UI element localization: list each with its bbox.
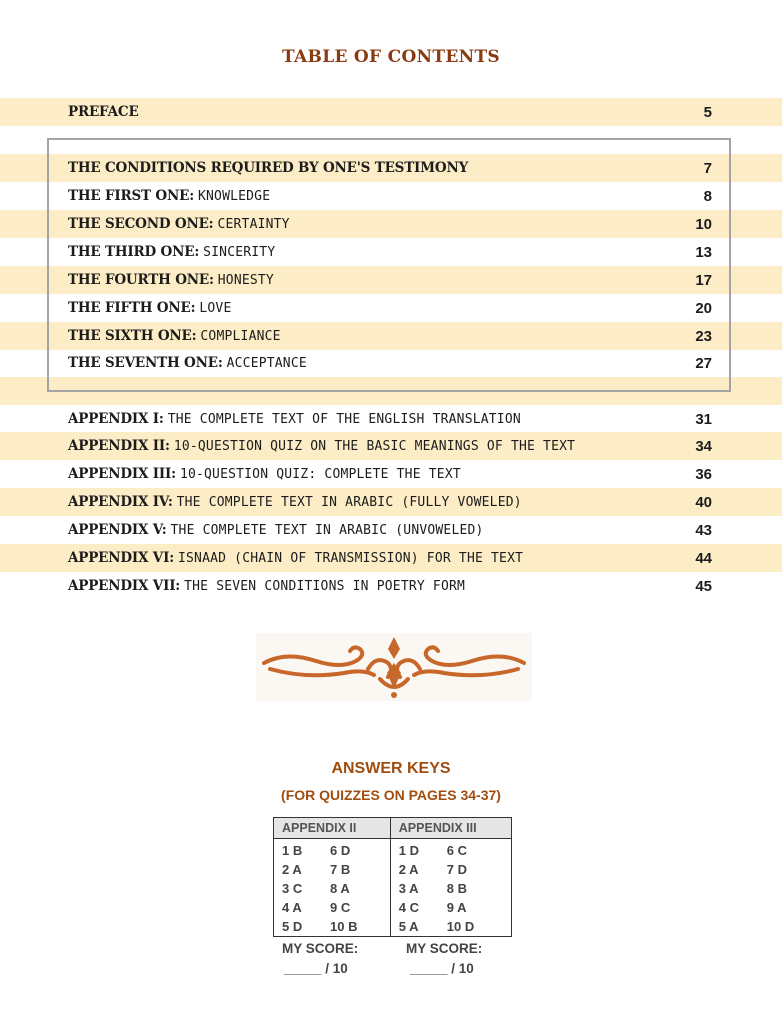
toc-page-number: 7 (703, 159, 712, 177)
toc-entry-title: THE COMPLETE TEXT IN ARABIC (UNVOWELED) (170, 522, 484, 538)
toc-entry-heading: APPENDIX VII: (68, 578, 181, 594)
answer-keys-title: ANSWER KEYS (331, 760, 451, 777)
answer-pair: 2 A 7 B (282, 862, 351, 877)
score-label-appendix-2: MY SCORE: (282, 941, 359, 956)
answer-pair: 1 D 6 C (398, 843, 468, 858)
appendix-2-answers (274, 839, 391, 938)
toc-entry-heading: APPENDIX III: (68, 466, 176, 482)
toc-entry-heading: THE SIXTH ONE: (68, 328, 197, 344)
toc-page-number: 27 (695, 354, 712, 372)
toc-entry-appendix-3[interactable] (68, 460, 712, 488)
toc-entry-appendix-1[interactable] (68, 405, 712, 433)
toc-entry-second[interactable] (68, 210, 712, 238)
toc-entry-title: THE SEVEN CONDITIONS IN POETRY FORM (184, 578, 466, 594)
toc-entry-heading: THE FIFTH ONE: (68, 300, 196, 316)
flourish-icon (256, 633, 532, 701)
toc-page-number: 34 (695, 437, 712, 455)
answer-pair: 4 A 9 C (282, 900, 351, 915)
toc-entry-heading: APPENDIX VI: (68, 550, 174, 566)
toc-entry-fourth[interactable] (68, 266, 712, 294)
toc-page-number: 20 (695, 299, 712, 317)
toc-entry-heading: THE SECOND ONE: (68, 216, 214, 232)
answer-pair: 2 A 7 D (398, 862, 468, 877)
appendix-2-header: APPENDIX II (274, 818, 391, 839)
toc-entry-title: THE COMPLETE TEXT OF THE ENGLISH TRANSLATION (167, 411, 521, 427)
toc-entry-title: THE COMPLETE TEXT IN ARABIC (FULLY VOWELED) (176, 494, 522, 510)
score-label-appendix-3: MY SCORE: (406, 941, 483, 956)
answer-pair: 5 D 10 B (274, 917, 390, 937)
toc-entry-heading: APPENDIX IV: (68, 494, 173, 510)
toc-entry-heading: THE FIRST ONE: (68, 188, 194, 204)
scroll-ornament-icon (256, 633, 532, 701)
appendix-3-header: APPENDIX III (390, 818, 511, 839)
score-blank-appendix-2[interactable]: _____ / 10 (284, 961, 348, 976)
appendix-3-answers (390, 839, 511, 938)
toc-entry-appendix-6[interactable] (68, 544, 712, 572)
toc-entry-appendix-2[interactable] (68, 432, 712, 460)
toc-entry-fifth[interactable] (68, 294, 712, 322)
toc-entry-title: COMPLIANCE (200, 328, 281, 344)
answer-keys-table (273, 817, 512, 937)
toc-entry-heading: THE CONDITIONS REQUIRED BY ONE'S TESTIMONY (68, 160, 469, 176)
answer-pair: 1 B 6 D (282, 843, 351, 858)
answer-pair: 5 A 10 D (391, 917, 511, 937)
toc-entry-title: 10-QUESTION QUIZ ON THE BASIC MEANINGS OF THE TEXT (173, 438, 576, 454)
toc-entry-title: HONESTY (217, 272, 274, 288)
answer-pair: 3 C 8 A (282, 881, 350, 896)
toc-page-number: 8 (703, 187, 712, 205)
toc-entry-first[interactable] (68, 182, 712, 210)
toc-entry-heading: THE SEVENTH ONE: (68, 355, 223, 371)
toc-entry-conditions[interactable] (68, 154, 712, 182)
toc-entry-heading: THE THIRD ONE: (68, 244, 200, 260)
toc-entry-preface[interactable] (68, 98, 712, 126)
toc-entry-title: SINCERITY (203, 244, 276, 260)
answer-keys-subtitle: (FOR QUIZZES ON PAGES 34-37) (281, 787, 501, 803)
toc-title: TABLE OF CONTENTS (282, 47, 500, 67)
toc-page-number: 17 (695, 271, 712, 289)
toc-page-number: 40 (695, 493, 712, 511)
toc-entry-heading: THE FOURTH ONE: (68, 272, 214, 288)
toc-page-number: 31 (695, 410, 712, 428)
toc-entry-heading: APPENDIX II: (68, 438, 170, 454)
toc-entry-appendix-4[interactable] (68, 488, 712, 516)
answer-pair: 3 A 8 B (398, 881, 468, 896)
toc-entry-title: KNOWLEDGE (197, 188, 271, 204)
score-blank-appendix-3[interactable]: _____ / 10 (410, 961, 474, 976)
toc-entry-title: ISNAAD (CHAIN OF TRANSMISSION) FOR THE TEXT (177, 550, 524, 566)
toc-entry-heading: APPENDIX I: (68, 411, 164, 427)
toc-page-number: 5 (703, 103, 712, 121)
toc-page-number: 23 (695, 327, 712, 345)
toc-page-number: 44 (695, 549, 712, 567)
toc-entry-sixth[interactable] (68, 322, 712, 350)
answer-pair: 4 C 9 A (398, 900, 467, 915)
toc-entry-title: LOVE (199, 300, 232, 316)
toc-page-number: 36 (695, 465, 712, 483)
toc-entry-appendix-5[interactable] (68, 516, 712, 544)
toc-entry-title: CERTAINTY (217, 216, 290, 232)
toc-entry-third[interactable] (68, 238, 712, 266)
toc-entry-heading: APPENDIX V: (68, 522, 167, 538)
toc-entry-title: 10-QUESTION QUIZ: COMPLETE THE TEXT (179, 466, 461, 482)
toc-page-number: 43 (695, 521, 712, 539)
toc-entry-seventh[interactable] (68, 349, 712, 377)
toc-entry-heading: PREFACE (68, 104, 139, 120)
toc-page-number: 10 (695, 215, 712, 233)
toc-entry-appendix-7[interactable] (68, 572, 712, 600)
toc-page-number: 45 (695, 577, 712, 595)
toc-page-number: 13 (695, 243, 712, 261)
toc-entry-title: ACCEPTANCE (226, 355, 307, 371)
